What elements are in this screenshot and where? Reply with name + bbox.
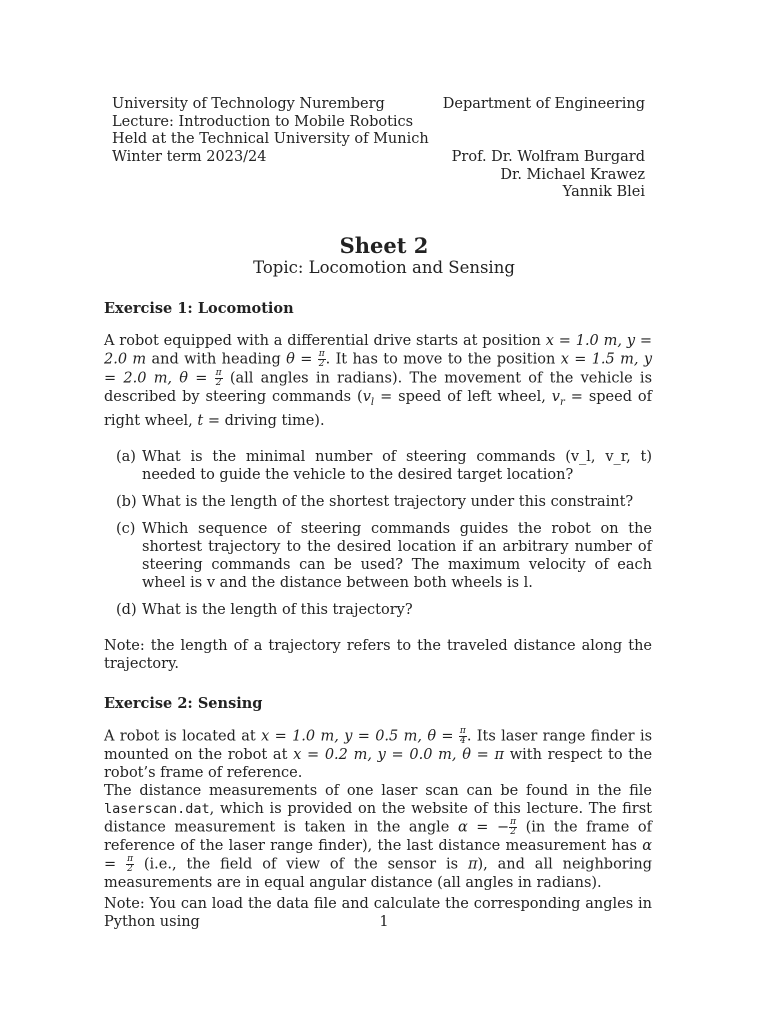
list-item: (b) What is the length of the shortest trajectory under this constraint? xyxy=(116,493,634,510)
staff-name: Dr. Michael Krawez xyxy=(500,166,645,183)
exercise-1-intro: A robot equipped with a differential drive starts at position x = 1.0 m, y = 2.0 m and with heading θ = $\frac{\pi}{2}$ . It has to move to the position x = 1.5 m, y = 2.0 m, θ = $\frac{\pi}{2}$ (all angles in radians). The movement of the vehicle is described by steering commands ($v_l$ = speed of left wheel, $v_r$ = speed of right wheel, t = driving time). xyxy=(104,333,653,429)
lecture-name: Lecture: Introduction to Mobile Robotics xyxy=(112,113,414,130)
exercise-2-data-description: The distance measurements of one laser scan can be found in the file laserscan.dat, which is provided on the website of this lecture. The first distance measurement is taken in the angle α = − $\frac{\pi}{2}$ (in the frame of reference of the laser range finder), the last distance measurement has α = $\frac{\pi}{2}$ (i.e., the field of view of the sensor is π), and all neighboring measurements are in equal angular distance (all angles in radians). xyxy=(104,782,653,891)
sheet-body xyxy=(104,300,652,931)
sheet-topic: Topic: Locomotion and Sensing xyxy=(253,258,515,277)
department: Department of Engineering xyxy=(442,96,645,112)
fraction-pi-over-2: $\frac{\pi}{2}$ xyxy=(510,816,517,837)
exercise-2-title: Exercise 2: Sensing xyxy=(104,694,263,712)
filename: laserscan.dat xyxy=(104,800,210,817)
exercise-2-intro: A robot is located at x = 1.0 m, y = 0.5 m, θ = $\frac{\pi}{4}$ . Its laser range finder is mounted on the robot at x = 0.2 m, y = 0.0 m, θ = π with respect to the robot’s frame of reference. xyxy=(104,725,653,781)
sheet-title: Sheet 2 xyxy=(339,233,429,258)
list-item: (c) Which sequence of steering commands guides the robot on the shortest trajectory to the desired location if an arbitrary number of steering commands can be used? The maximum velocity of each wheel is v and the distance between both wheels is l. xyxy=(116,520,652,591)
list-item: (d) What is the length of this trajectory? xyxy=(116,601,413,618)
staff-name: Yannik Blei xyxy=(562,184,645,200)
staff-list xyxy=(452,149,645,202)
list-item: (a) What is the minimal number of steering commands (v_l, v_r, t) needed to guide the vehicle to the desired target location? xyxy=(116,448,652,483)
staff-name: Prof. Dr. Wolfram Burgard xyxy=(451,149,645,165)
exercise-2-note: Note: You can load the data file and calculate the corresponding angles in Python using xyxy=(104,895,652,930)
exercise-1-title: Exercise 1: Locomotion xyxy=(104,300,294,317)
fraction-pi-over-2: $\frac{\pi}{2}$ xyxy=(127,853,133,874)
university-name: University of Technology Nuremberg xyxy=(112,96,385,112)
term: Winter term 2023/24 xyxy=(112,148,267,165)
institution-block xyxy=(112,96,429,166)
fraction-pi-over-2: $\frac{\pi}{2}$ xyxy=(215,368,222,388)
exercise-1-note: Note: the length of a trajectory refers to the traveled distance along the trajectory. xyxy=(104,637,652,672)
fraction-pi-over-2: $\frac{\pi}{2}$ xyxy=(318,349,325,369)
fraction-pi-over-4: $\frac{\pi}{4}$ xyxy=(459,725,466,746)
lecture-venue: Held at the Technical University of Munich xyxy=(112,131,429,147)
page-number: 1 xyxy=(379,914,389,930)
exercise-1-questions xyxy=(104,448,652,619)
